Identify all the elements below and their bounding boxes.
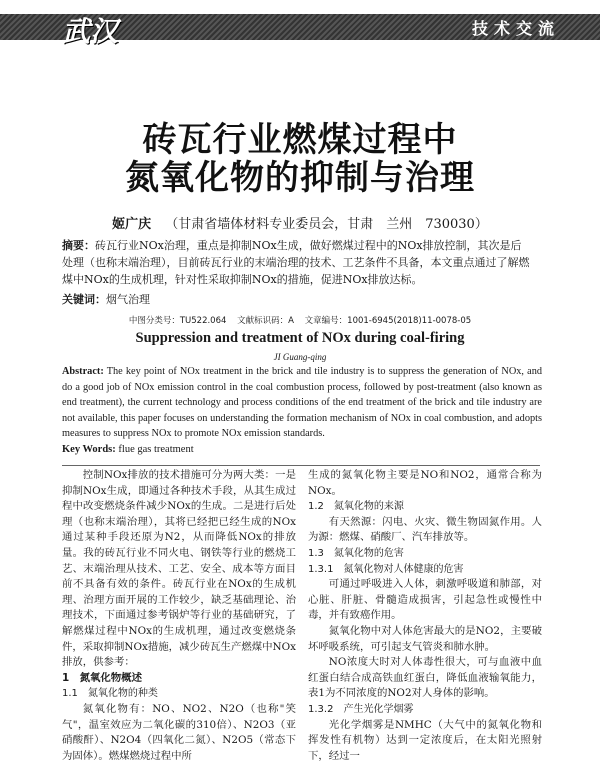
divider [62, 465, 540, 466]
paragraph: 可通过呼吸进入人体，刺激呼吸道和肺部，对心脏、肝脏、骨髓造成损害，引起急性或慢性中毒，并有致癌作用。 [308, 577, 542, 624]
journal-logo: 武汉 [62, 10, 118, 50]
keywords-en-label: Key Words: [62, 444, 116, 455]
keywords-en-text: flue gas treatment [118, 444, 193, 455]
abstract-cn-label: 摘要： [62, 239, 95, 252]
subsection-heading: 1.1 氮氧化物的种类 [62, 686, 296, 702]
classification-meta [0, 314, 600, 326]
keywords-cn-label: 关键词： [62, 293, 106, 306]
article-number: 文章编号：1001-6945(2018)11-0078-05 [305, 316, 472, 326]
abstract-cn-text: 砖瓦行业NOx治理，重点是抑制NOx生成，做好燃煤过程中的NOx排放控制，其次是后处理（也称末端治理），目前砖瓦行业的末端治理的技术、工艺条件不具备，本文重点通过了解燃煤中NOx的生成机理，针对性采取抑制NOx的措施，促进NOx排放达标。 [62, 239, 530, 286]
keywords-cn [62, 291, 150, 307]
paragraph: 光化学烟雾是NMHC（大气中的氮氧化物和挥发性有机物）达到一定浓度后，在太阳光照射下，经过一 [308, 718, 542, 764]
author-affiliation: （甘肃省墙体材料专业委员会，甘肃 兰州 730030） [165, 217, 488, 232]
author-name: 姬广庆 [112, 217, 151, 232]
paragraph: 生成的氮氧化物主要是NO和NO2，通常合称为NOx。 [308, 468, 542, 499]
keywords-cn-text: 烟气治理 [106, 293, 150, 306]
paragraph: NO浓度大时对人体毒性很大，可与血液中血红蛋白结合成高铁血红蛋白，降低血液输氧能力，表1为不同浓度的NO2对人身体的影响。 [308, 655, 542, 702]
author-line [0, 213, 600, 232]
subsection-heading: 1.3.2 产生光化学烟雾 [308, 702, 542, 718]
abstract-en [62, 364, 542, 442]
section-label: 技术交流 [472, 16, 560, 39]
english-author: JI Guang-qing [0, 352, 600, 362]
english-title: Suppression and treatment of NOx during coal-firing [0, 330, 600, 347]
subsection-heading: 1.2 氮氧化物的来源 [308, 499, 542, 515]
title-line-1: 砖瓦行业燃煤过程中 [0, 112, 600, 161]
section-heading: 1 氮氧化物概述 [62, 671, 296, 687]
body-right-column [308, 468, 542, 764]
header-bar [0, 14, 600, 40]
body-left-column [62, 468, 296, 764]
subsection-heading: 1.3.1 氮氧化物对人体健康的危害 [308, 562, 542, 578]
subsection-heading: 1.3 氮氧化物的危害 [308, 546, 542, 562]
clc-number: 中图分类号：TU522.064 [129, 316, 227, 326]
paragraph: 氮氧化物有：NO、NO2、N2O（也称"笑气"，温室效应为二氧化碳的310倍）、N2O3（亚硝酸酐）、N2O4（四氧化二氮）、N2O5（常态下为固体）。燃煤燃烧过程中所 [62, 702, 296, 764]
abstract-en-label: Abstract: [62, 366, 104, 377]
paragraph: 氮氧化物中对人体危害最大的是NO2，主要破坏呼吸系统，可引起支气管炎和肺水肿。 [308, 624, 542, 655]
abstract-en-text: The key point of NOx treatment in the brick and tile industry is to suppress the generation of NOx, and do a good job of NOx emission control in the coal combustion process, followed by post-treatment (also known as end treatment), the current technology and process conditions of the end treatment of the brick and tile industry are not available, this paper focuses on understanding the formation mechanism of NOx in coal combustion, and adopts measures to suppress NOx to promote NOx emission standards. [62, 366, 542, 439]
abstract-cn [62, 237, 532, 288]
title-line-2: 氮氧化物的抑制与治理 [0, 150, 600, 199]
keywords-en [62, 444, 194, 455]
document-code: 文献标识码：A [237, 316, 294, 326]
paragraph: 有天然源：闪电、火灾、微生物固氮作用。人为源：燃煤、硝酸厂、汽车排放等。 [308, 515, 542, 546]
paragraph: 控制NOx排放的技术措施可分为两大类：一是抑制NOx生成，即通过各种技术手段，从其生成过程中改变燃烧条件减少NOx的生成。二是进行后处理（也称末端治理），其将已经把已经生成的NOx通过某种手段还原为N2，从而降低NOx的排放量。我的砖瓦行业不同火电、钢铁等行业的燃烧工艺、末端治理从技术、工艺、安全、成本等方面目前不具备有效的条件。砖瓦行业在NOx的生成机理、治理方面开展的工作较少，缺乏基础理论、治理技术，下面通过参考锅炉等行业的基础研究，了解燃煤过程中NOx的生成机理，通过改变燃烧条件，采取抑制NOx措施，减少砖瓦生产燃煤中NOx排放，供参考： [62, 468, 296, 671]
